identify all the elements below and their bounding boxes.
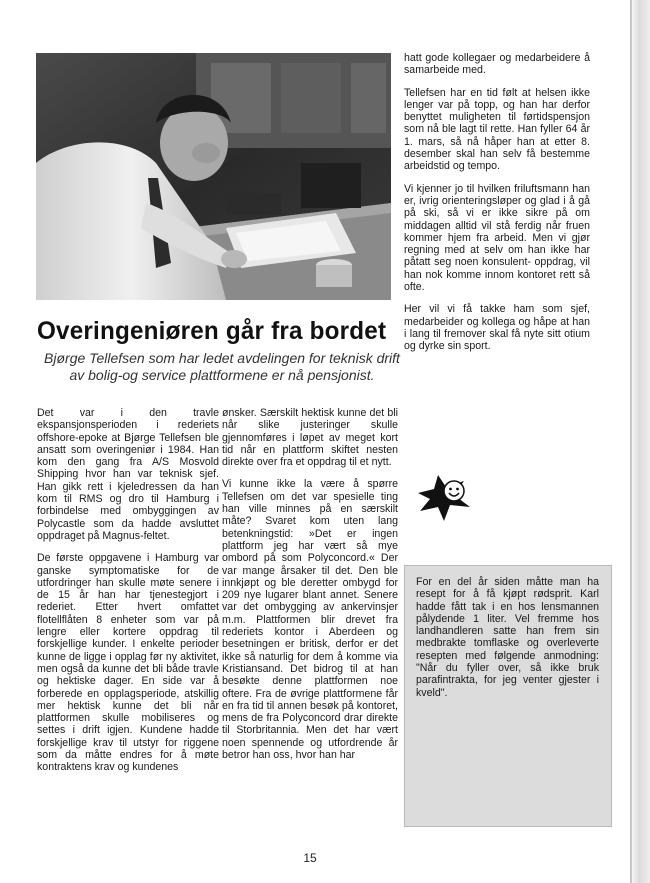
body-column-2 [222, 407, 398, 761]
page-edge [632, 0, 650, 883]
portrait-photo-svg [36, 53, 391, 300]
paragraph: ønsker. Særskilt hektisk kunne det bli når slike justeringer skulle gjennomføres i løpet av meget kort tid når en plattform skiftet nesten direkte over fra et oppdrag til et nytt. [222, 407, 398, 469]
smiley-star-icon [414, 473, 472, 523]
paragraph: Her vil vi få takke ham som sjef, medarbeider og kollega og håpe at han i lang til fremover skal få nyte sitt otium og dyrke sin sport. [404, 303, 590, 353]
paragraph: Tellefsen har en tid følt at helsen ikke lenger var på topp, og han har derfor benyttet muligheten til førtidspensjon som nå ble lagt til rette. Han fyller 64 år 1. mars, så nå håper han at etter 8. desember skal han selv få bestemme arbeidstid og tempo. [404, 86, 590, 173]
paragraph: Vi kjenner jo til hvilken friluftsmann han er, ivrig orienteringsløper og glad i å gå på ski, så vi er ikke sikre på om middagen alltid vil stå ferdig når fruen kommer hjem fra arbeid. Men vi gjør regning med at selv om han ikke har påtatt seg noen konsulent- oppdrag, vil han nok komme innom kontoret rett så ofte. [404, 182, 590, 294]
portrait-photo [36, 53, 391, 300]
body-column-1 [37, 407, 219, 774]
paragraph: De første oppgavene i Hamburg var ganske symptomatiske for de utfordringer han skulle møte senere i de 15 år han har tjenestegjort i rederiet. Etter hvert omfattet flotellflåten 8 enheter som var på lengre eller kortere oppdrag til forskjellige kunder. I enkelte perioder kunne de ligge i opplag før ny aktivitet, men også da kunne det bli både travle og hektiske dager. En side var å forberede en opplagsperiode, atskillig mer hektisk kunne det bli når plattformen skulle mobiliseres og settes i drift igjen. Kundene hadde forskjellige krav til utstyr for riggene som da måtte endres for å møte kontraktens krav og kundenes [37, 552, 219, 774]
paragraph: hatt gode kollegaer og medarbeidere å samarbeide med. [404, 52, 590, 77]
page-number: 15 [303, 851, 317, 865]
page-edge-line [630, 0, 632, 883]
anecdote-box [404, 565, 612, 827]
article-lead: Bjørge Tellefsen som har ledet avdelingen for teknisk drift av bolig-og service plattformene er nå pensjonist. [44, 350, 400, 383]
show-through-text [488, 416, 608, 436]
anecdote-text: For en del år siden måtte man ha resept for å få kjøpt rødsprit. Karl hadde fått tak i en hos lensmannen pålydende 1 liter. Vel fremme hos landhandleren satte han frem sin medbrakte tomflaske og overleverte resepten med følgende anmodning: "Når du fyller over, så ikke bruk parafintrakta, for jeg venter gjester i kveld". [416, 576, 599, 699]
paragraph: Vi kunne ikke la være å spørre Tellefsen om det var spesielle ting han ville minnes på en særskilt måte? Svaret kom uten lang betenkningstid: »Det er ingen plattform jeg har vært så mye ombord på som Polyconcord.« Der var mange årsaker til det. Den ble innkjøpt og ble deretter ombygd for 209 nye lugarer blant annet. Senere var det ombygging av ankervinsjer m.m. Plattformen blir drevet fra rederiets kontor i Aberdeen og besetningen er britisk, derfor er det ikke så naturlig for dem å komme via Kristiansand. Det bidrog til at han besøkte denne plattformen noe oftere. Fra de øvrige plattformene får en fra tid til annen besøk på kontoret, mens de fra Polyconcord drar direkte til Storbritannia. Men det har vært noen spennende og utfordrende år betror han oss, hvor han har [222, 478, 398, 762]
paragraph: Det var i den travle ekspansjonsperioden i rederiets offshore-epoke at Bjørge Tellefsen ble ansatt som overingeniør i 1984. Han kom den gang fra A/S Mosvold Shipping hvor han var teknisk sjef. Han gikk rett i kjeledressen da han kom til RMS og dro til Hamburg i forbindelse med ombyggingen av Polycastle som da hadde avsluttet oppdraget på Magnus-feltet. [37, 407, 219, 542]
right-column [404, 52, 590, 353]
article-headline: Overingeniøren går fra bordet [37, 317, 387, 345]
